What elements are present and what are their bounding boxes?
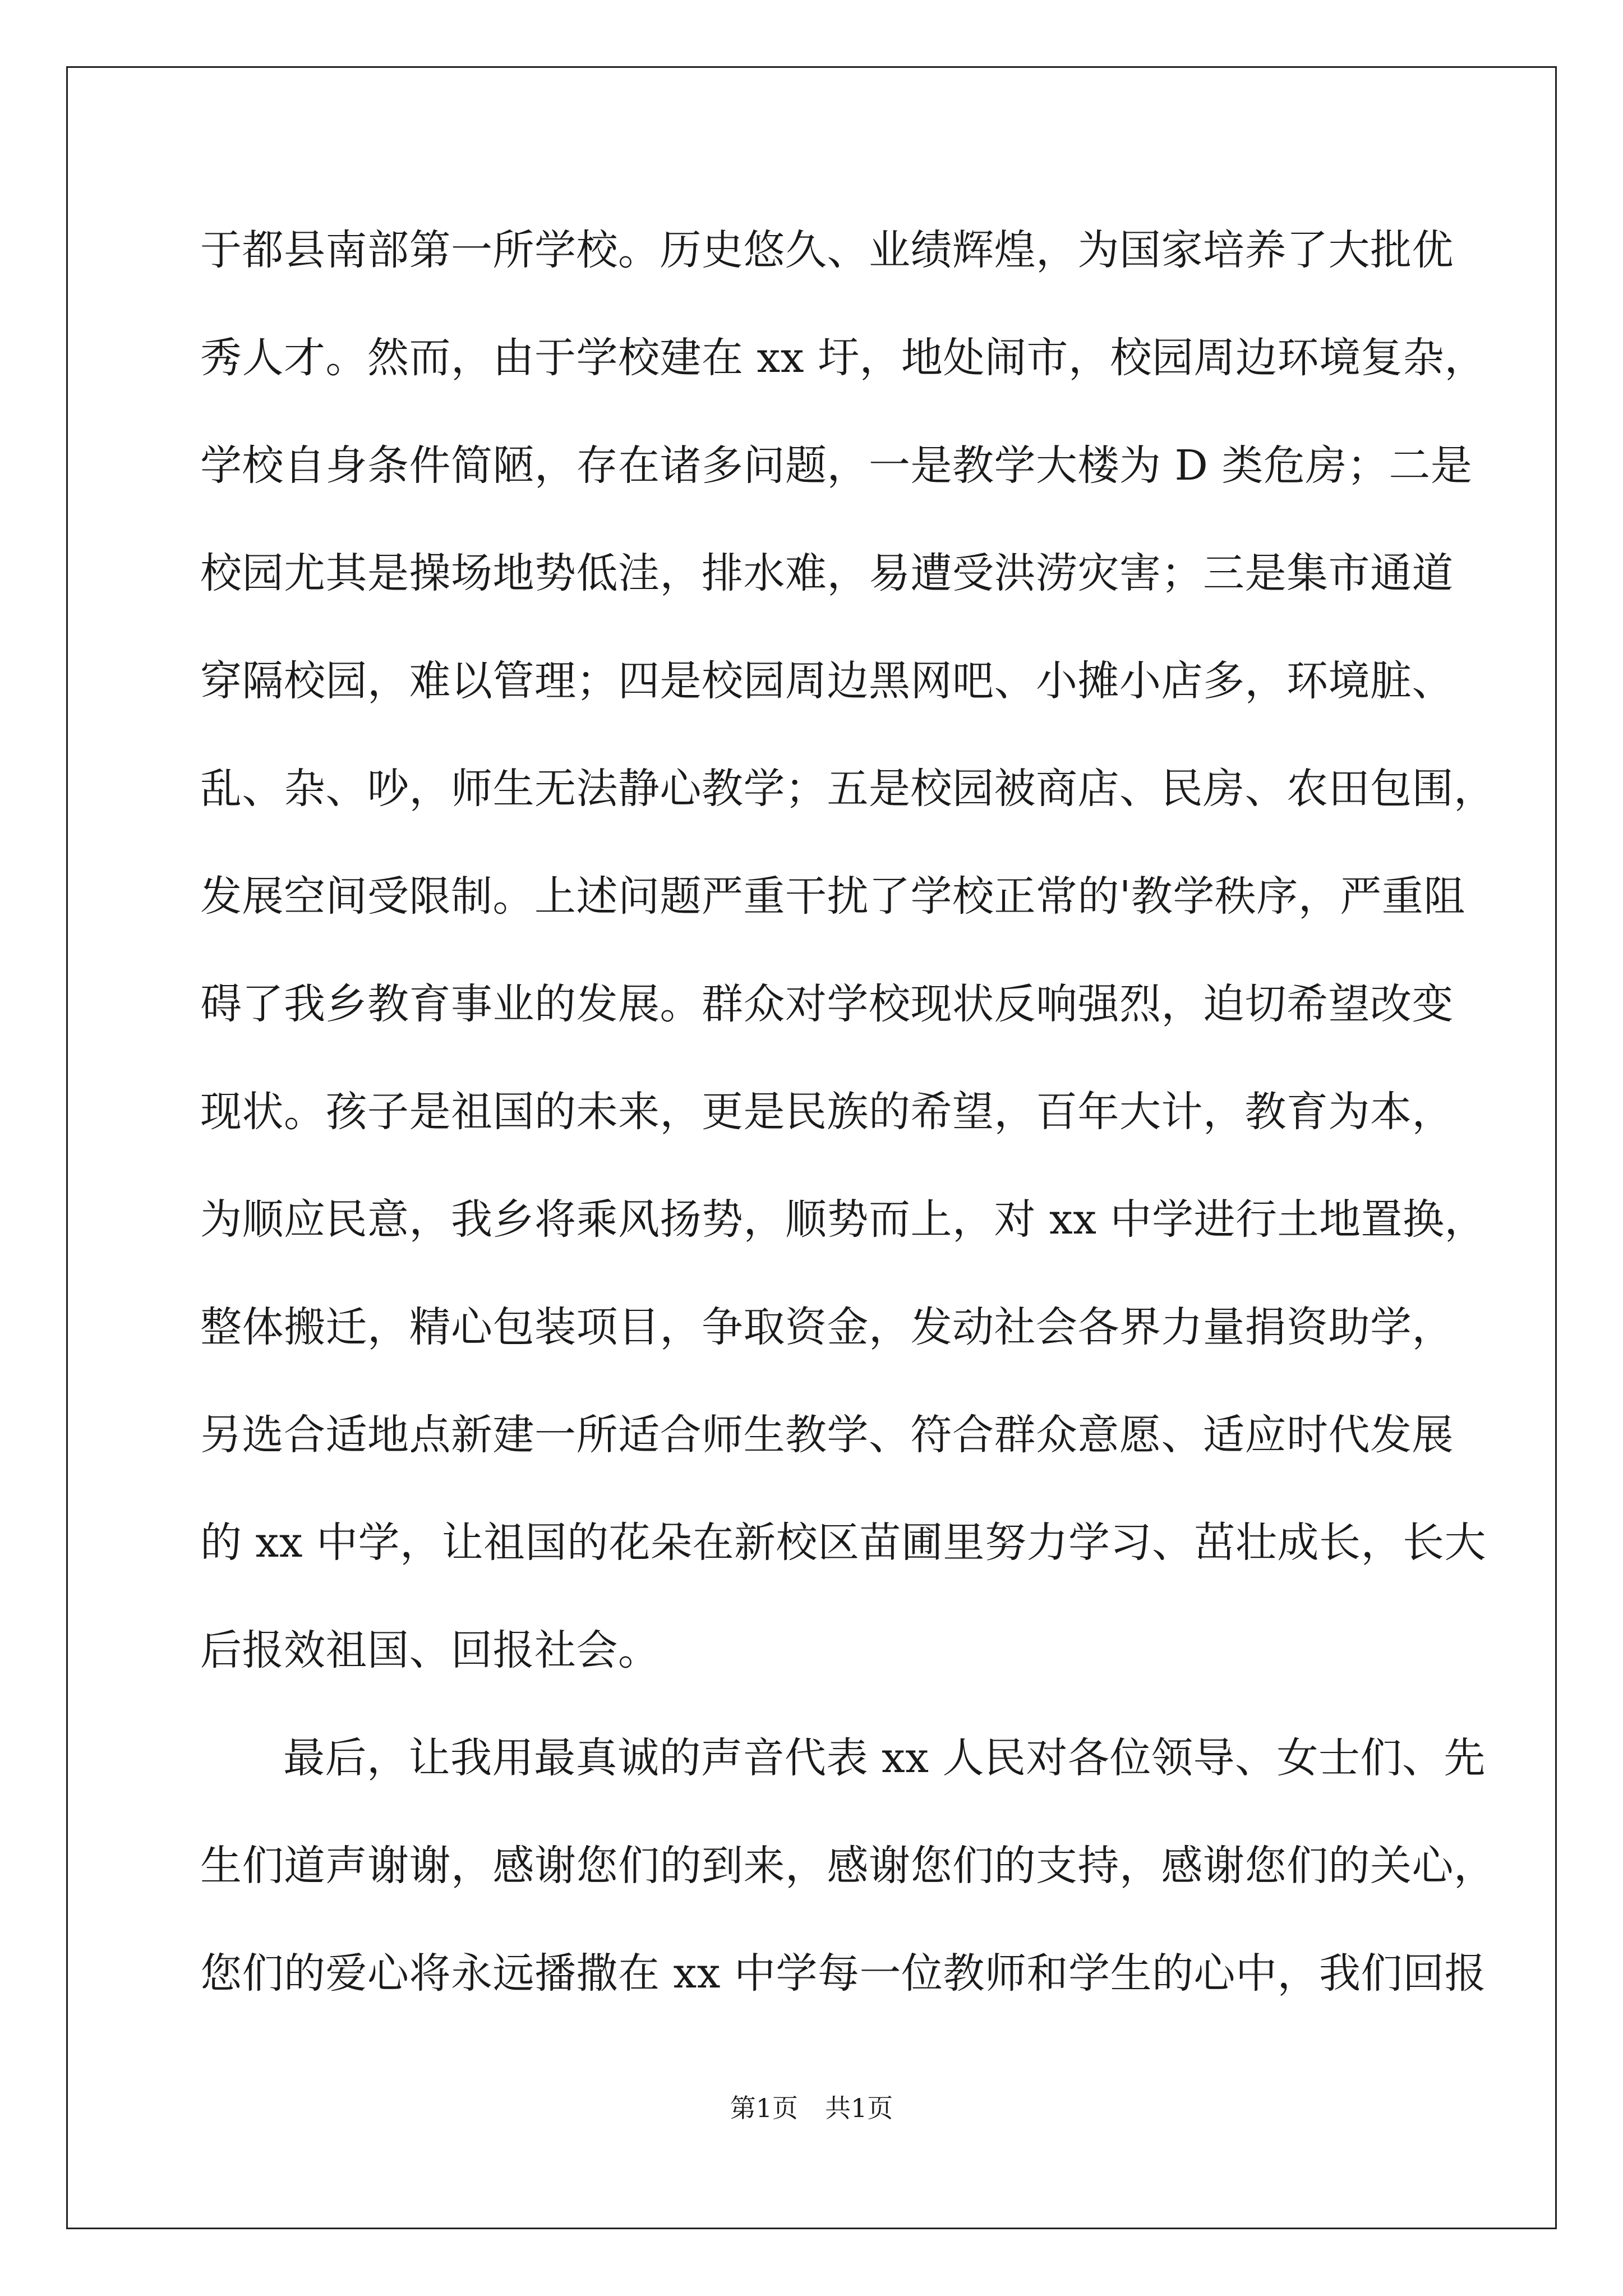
- paragraph-line: 乱、杂、吵，师生无法静心教学；五是校园被商店、民房、农田包围，: [200, 765, 1496, 813]
- paragraph-line: 秀人才。然而，由于学校建在 xx 圩，地处闹市，校园周边环境复杂，: [200, 334, 1487, 382]
- paragraph-line: 校园尤其是操场地势低洼，排水难，易遭受洪涝灾害；三是集市通道: [200, 549, 1454, 597]
- paragraph-line: 生们道声谢谢，感谢您们的到来，感谢您们的支持，感谢您们的关心，: [200, 1842, 1496, 1890]
- paragraph-line: 您们的爱心将永远播撒在 xx 中学每一位教师和学生的心中，我们回报: [200, 1949, 1487, 1998]
- page-number-total: 共1页: [825, 2093, 893, 2123]
- page-footer: [0, 2091, 1623, 2125]
- paragraph-line: 碍了我乡教育事业的发展。群众对学校现状反响强烈，迫切希望改变: [200, 980, 1454, 1028]
- paragraph-line: 学校自身条件简陋，存在诸多问题，一是教学大楼为 D 类危房；二是: [200, 441, 1473, 490]
- paragraph-line: 最后，让我用最真诚的声音代表 xx 人民对各位领导、女士们、先: [283, 1734, 1486, 1782]
- paragraph-line: 现状。孩子是祖国的未来，更是民族的希望，百年大计，教育为本，: [200, 1088, 1454, 1136]
- paragraph-line: 整体搬迁，精心包装项目，争取资金，发动社会各界力量捐资助学，: [200, 1303, 1454, 1351]
- page-number-current: 第1页: [730, 2093, 798, 2123]
- paragraph-line: 另选合适地点新建一所适合师生教学、符合群众意愿、适应时代发展: [200, 1411, 1454, 1459]
- document-body: [200, 219, 1496, 2050]
- paragraph-line: 于都县南部第一所学校。历史悠久、业绩辉煌，为国家培养了大批优: [200, 226, 1454, 274]
- paragraph-line: 的 xx 中学，让祖国的花朵在新校区苗圃里努力学习、茁壮成长，长大: [200, 1519, 1487, 1567]
- paragraph-line: 发展空间受限制。上述问题严重干扰了学校正常的'教学秩序，严重阻: [200, 872, 1465, 921]
- paragraph-line: 后报效祖国、回报社会。: [200, 1626, 660, 1674]
- paragraph-2: [200, 1727, 1496, 2050]
- paragraph-line: 为顺应民意，我乡将乘风扬势，顺势而上，对 xx 中学进行土地置换，: [200, 1195, 1487, 1244]
- paragraph-1: [200, 219, 1496, 1727]
- paragraph-line: 穿隔校园，难以管理；四是校园周边黑网吧、小摊小店多，环境脏、: [200, 657, 1454, 705]
